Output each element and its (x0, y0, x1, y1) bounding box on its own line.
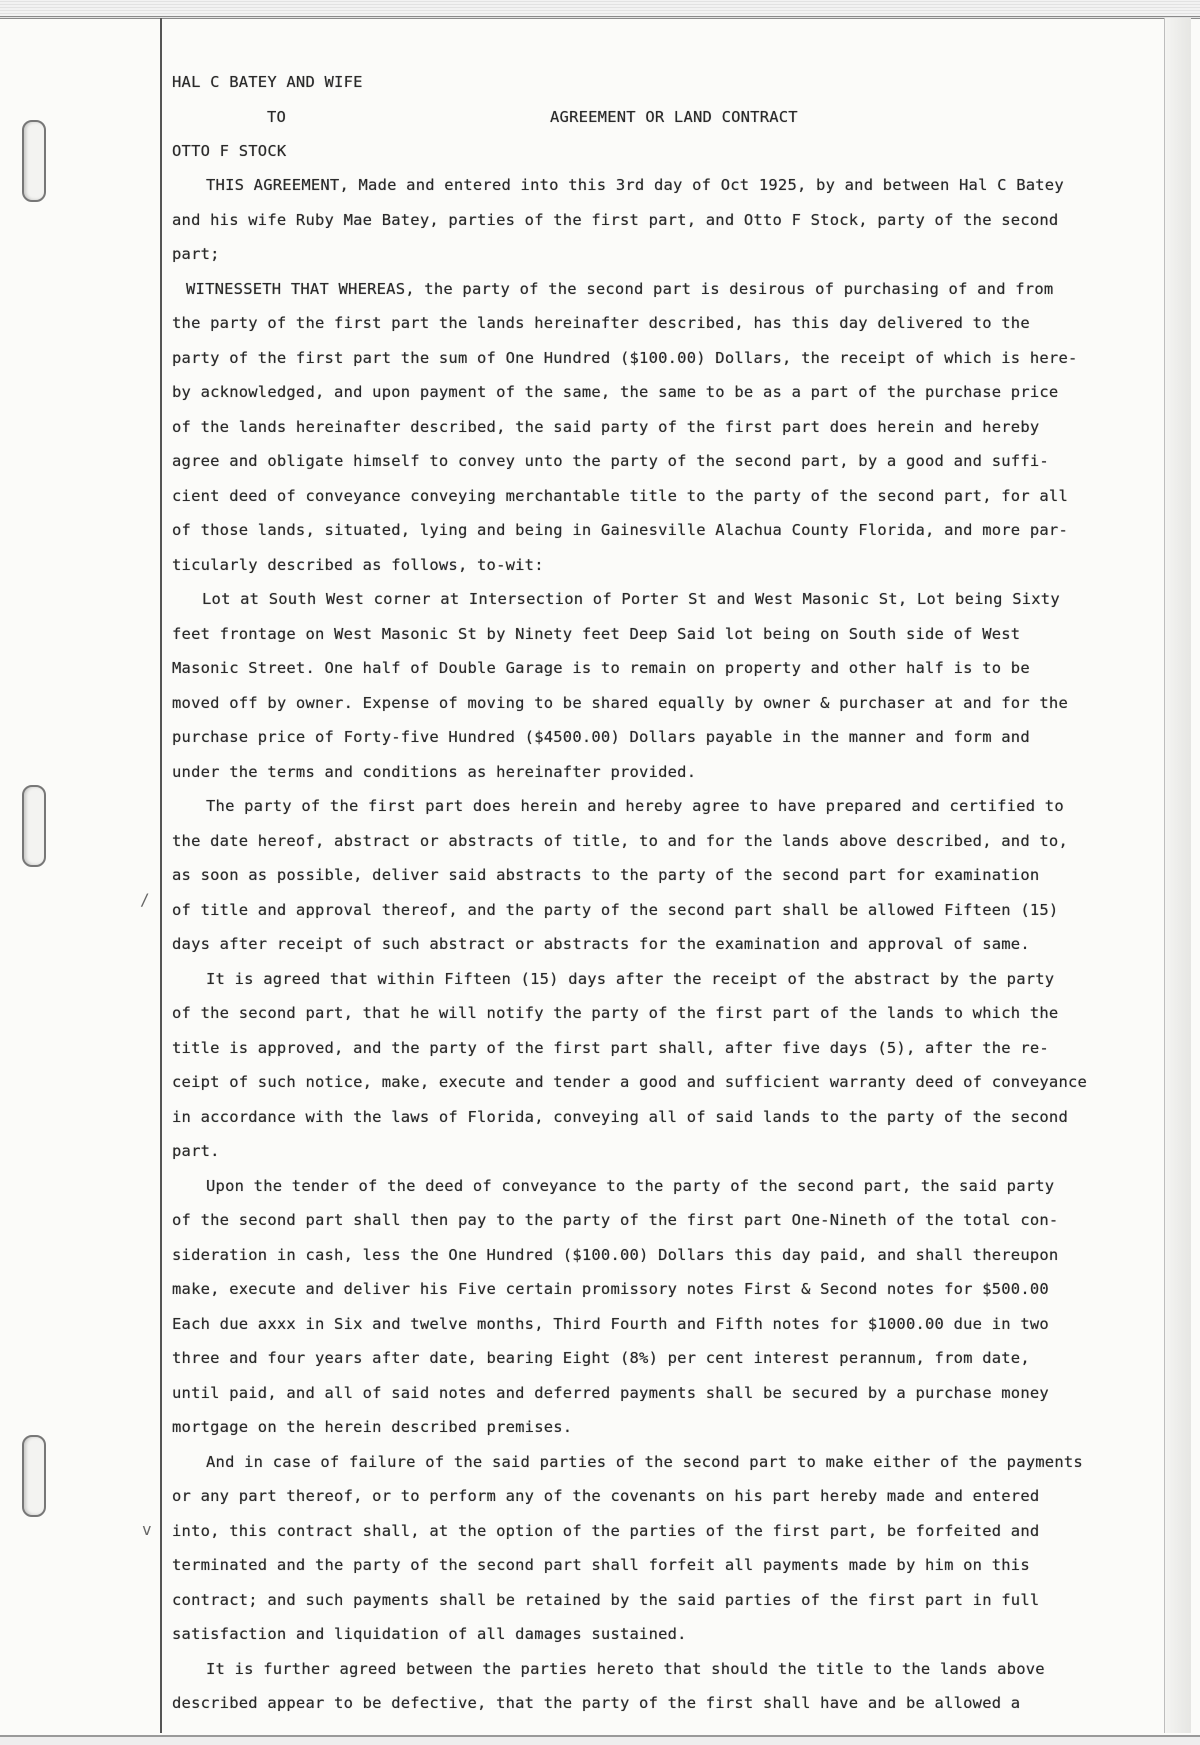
paragraph-line: part; (172, 245, 220, 263)
paragraph-line: the date hereof, abstract or abstracts of title, to and for the lands above described, and to, (172, 831, 1068, 850)
paragraph-line: And in case of failure of the said parties of the second part to make either of the payments (206, 1452, 1083, 1471)
paragraph-line: of the second part, that he will notify the party of the first part of the lands to which the (172, 1004, 1059, 1022)
paragraph-line: feet frontage on West Masonic St by Ninety feet Deep Said lot being on South side of West (172, 624, 1021, 643)
paragraph-line: described appear to be defective, that the party of the first shall have and be allowed a (172, 1694, 1021, 1712)
right-page-edge (1164, 18, 1191, 1733)
paragraph-line: terminated and the party of the second part shall forfeit all payments made by him on this (172, 1556, 1030, 1574)
header-parties: HAL C BATEY AND WIFE (172, 73, 363, 91)
binder-hole-middle (22, 785, 46, 867)
paragraph-line: purchase price of Forty-five Hundred ($4500.00) Dollars payable in the manner and form and (172, 728, 1030, 746)
header-title-row (172, 100, 1162, 134)
paragraph-line: by acknowledged, and upon payment of the same, the same to be as a part of the purchase price (172, 383, 1059, 401)
paragraph-line: part. (172, 1142, 220, 1160)
binder-hole-bottom (22, 1435, 46, 1517)
paragraph-line: Masonic Street. One half of Double Garage is to remain on property and other half is to be (172, 659, 1030, 677)
paragraph-line: and his wife Ruby Mae Batey, parties of the first part, and Otto F Stock, party of the second (172, 210, 1059, 229)
paragraph-line: of those lands, situated, lying and being in Gainesville Alachua County Florida, and more par- (172, 521, 1068, 539)
paragraph-line: cient deed of conveyance conveying merchantable title to the party of the second part, for all (172, 486, 1068, 505)
paragraph-line: title is approved, and the party of the first part shall, after five days (5), after the re- (172, 1038, 1049, 1057)
margin-mark: v (142, 1520, 152, 1539)
paragraph-line: Upon the tender of the deed of conveyance to the party of the second part, the said party (206, 1176, 1055, 1195)
paragraph-line: as soon as possible, deliver said abstracts to the party of the second part for examination (172, 866, 1040, 884)
paragraph-line: It is further agreed between the parties hereto that should the title to the lands above (206, 1659, 1045, 1678)
paragraph-line: of title and approval thereof, and the party of the second part shall be allowed Fifteen (15) (172, 900, 1059, 919)
paragraph-line: satisfaction and liquidation of all damages sustained. (172, 1625, 687, 1643)
paragraph-line: days after receipt of such abstract or abstracts for the examination and approval of same. (172, 935, 1030, 953)
paragraph-line: until paid, and all of said notes and deferred payments shall be secured by a purchase money (172, 1383, 1049, 1402)
paragraph-line: mortgage on the herein described premises. (172, 1418, 573, 1436)
paragraph-line: The party of the first part does herein and hereby agree to have prepared and certified to (206, 797, 1064, 815)
paragraph-line: sideration in cash, less the One Hundred ($100.00) Dollars this day paid, and shall thereupon (172, 1245, 1059, 1264)
paragraph-line: moved off by owner. Expense of moving to be shared equally by owner & purchaser at and for the (172, 693, 1068, 712)
header-to: TO (267, 107, 287, 126)
paragraph-line: into, this contract shall, at the option of the parties of the first part, be forfeited and (172, 1521, 1040, 1540)
document-title: AGREEMENT OR LAND CONTRACT (550, 107, 798, 126)
paragraph-line: ceipt of such notice, make, execute and tender a good and sufficient warranty deed of conveyance (172, 1073, 1088, 1091)
bottom-border (0, 1735, 1200, 1745)
paragraph-line: under the terms and conditions as hereinafter provided. (172, 762, 697, 781)
top-border (0, 0, 1200, 19)
paragraph-line: Lot at South West corner at Intersection of Porter St and West Masonic St, Lot being Sixty (202, 590, 1060, 608)
binder-hole-top (22, 120, 46, 202)
paragraph-line: ticularly described as follows, to-wit: (172, 555, 544, 574)
paragraph-line: of the lands hereinafter described, the said party of the first part does herein and hereby (172, 417, 1040, 436)
paragraph-line: three and four years after date, bearing Eight (8%) per cent interest perannum, from date, (172, 1349, 1030, 1367)
document-body (172, 65, 1162, 1721)
paragraph-line: WITNESSETH THAT WHEREAS, the party of the second part is desirous of purchasing of and from (186, 279, 1054, 298)
paragraph-line: of the second part shall then pay to the party of the first part One-Nineth of the total con- (172, 1211, 1059, 1229)
paragraph-line: Each due axxx in Six and twelve months, Third Fourth and Fifth notes for $1000.00 due in two (172, 1314, 1049, 1333)
paragraph-line: or any part thereof, or to perform any of the covenants on his part hereby made and entered (172, 1487, 1040, 1505)
paragraph-line: the party of the first part the lands hereinafter described, has this day delivered to the (172, 314, 1030, 332)
paragraph-line: party of the first part the sum of One Hundred ($100.00) Dollars, the receipt of which is here- (172, 348, 1078, 367)
paragraph-line: in accordance with the laws of Florida, conveying all of said lands to the party of the second (172, 1107, 1068, 1126)
paragraph-line: THIS AGREEMENT, Made and entered into this 3rd day of Oct 1925, by and between Hal C Batey (206, 176, 1064, 194)
paragraph-line: make, execute and deliver his Five certain promissory notes First & Second notes for $500.00 (172, 1280, 1049, 1298)
paragraph-line: agree and obligate himself to convey unto the party of the second part, by a good and suffi- (172, 452, 1049, 470)
left-margin-rule (160, 18, 162, 1733)
paragraph-line: contract; and such payments shall be retained by the said parties of the first part in full (172, 1590, 1040, 1609)
header-grantee: OTTO F STOCK (172, 141, 287, 160)
paragraph-line: It is agreed that within Fifteen (15) days after the receipt of the abstract by the party (206, 969, 1055, 988)
margin-mark: / (140, 890, 150, 909)
